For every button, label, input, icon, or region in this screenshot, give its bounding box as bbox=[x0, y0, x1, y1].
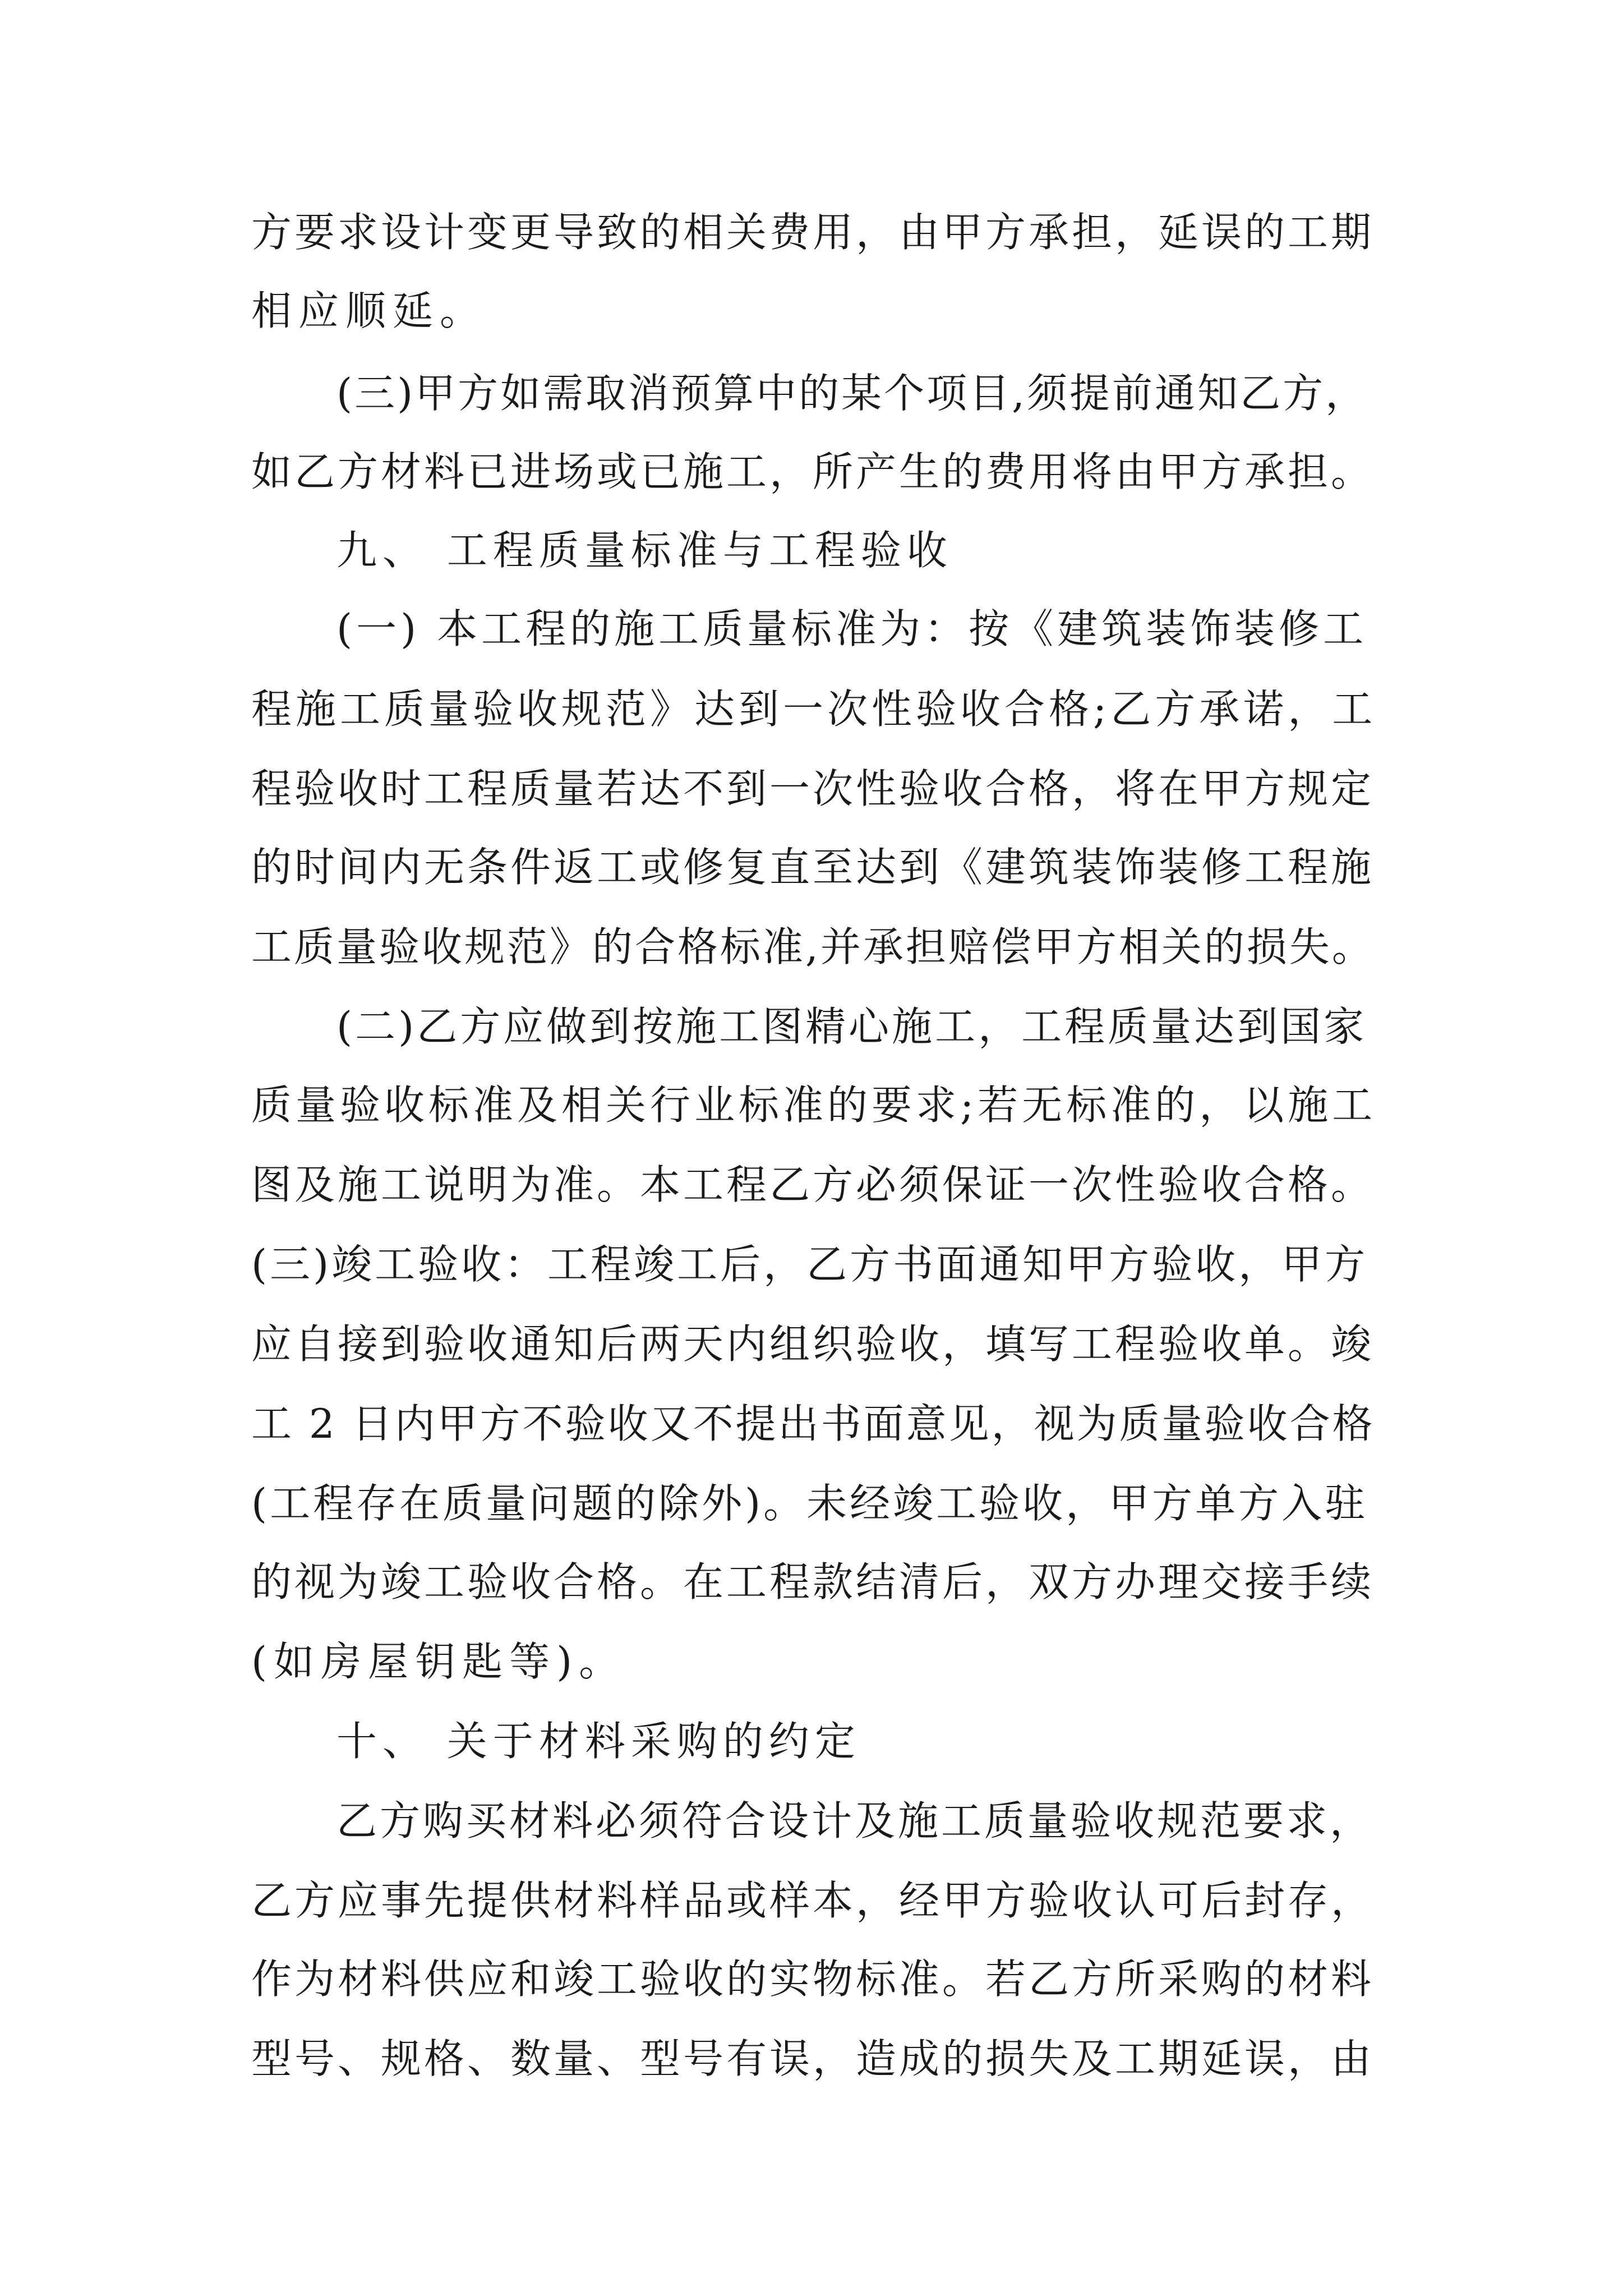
section-heading: 十、 关于材料采购的约定 bbox=[336, 1718, 861, 1765]
text-line: 图及施工说明为准。本工程乙方必须保证一次性验收合格。 bbox=[251, 1161, 1375, 1208]
text-line: (二)乙方应做到按施工图精心施工，工程质量达到国家 bbox=[336, 1003, 1367, 1050]
text-line: 作为材料供应和竣工验收的实物标准。若乙方所采购的材料 bbox=[251, 1955, 1375, 2003]
text-line: 程验收时工程质量若达不到一次性验收合格，将在甲方规定 bbox=[251, 765, 1375, 812]
text-line: 质量验收标准及相关行业标准的要求;若无标准的，以施工 bbox=[251, 1082, 1377, 1129]
text-line: (一) 本工程的施工质量标准为：按《建筑装饰装修工 bbox=[336, 605, 1368, 652]
text-line: 应自接到验收通知后两天内组织验收，填写工程验收单。竣 bbox=[251, 1320, 1375, 1368]
section-heading: 九、 工程质量标准与工程验收 bbox=[336, 527, 953, 574]
text-line: (如房屋钥匙等)。 bbox=[251, 1638, 626, 1685]
text-line: 工质量验收规范》的合格标准,并承担赔偿甲方相关的损失。 bbox=[251, 923, 1375, 970]
text-line: 的视为竣工验收合格。在工程款结清后，双方办理交接手续 bbox=[251, 1558, 1375, 1605]
text-line: 工 2 日内甲方不验收又不提出书面意见，视为质量验收合格 bbox=[251, 1400, 1375, 1447]
text-line: 乙方购买材料必须符合设计及施工质量验收规范要求， bbox=[336, 1797, 1373, 1844]
text-line: (工程存在质量问题的除外)。未经竣工验收，甲方单方入驻 bbox=[251, 1480, 1368, 1527]
text-line: 相应顺延。 bbox=[251, 287, 487, 334]
text-line: 如乙方材料已进场或已施工，所产生的费用将由甲方承担。 bbox=[251, 448, 1375, 495]
text-line: 型号、规格、数量、型号有误，造成的损失及工期延误，由 bbox=[251, 2035, 1375, 2082]
text-line: (三)竣工验收：工程竣工后，乙方书面通知甲方验收，甲方 bbox=[251, 1241, 1368, 1288]
text-line: (三)甲方如需取消预算中的某个项目,须提前通知乙方， bbox=[336, 370, 1368, 417]
text-line: 乙方应事先提供材料样品或样本，经甲方验收认可后封存， bbox=[251, 1877, 1375, 1924]
text-line: 程施工质量验收规范》达到一次性验收合格;乙方承诺，工 bbox=[251, 685, 1377, 733]
text-line: 的时间内无条件返工或修复直至达到《建筑装饰装修工程施 bbox=[251, 844, 1375, 891]
text-line: 方要求设计变更导致的相关费用，由甲方承担，延误的工期 bbox=[251, 209, 1375, 256]
